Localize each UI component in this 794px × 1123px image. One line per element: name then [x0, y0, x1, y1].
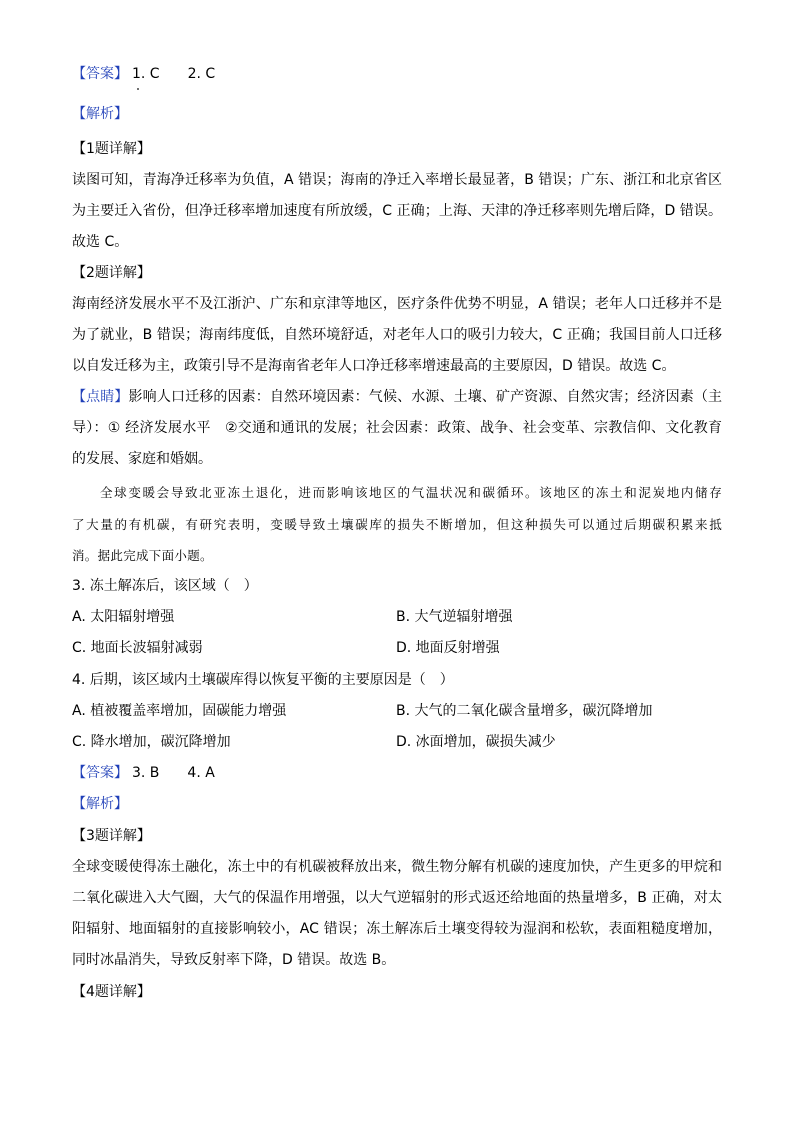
question-4-option-b: B. 大气的二氧化碳含量增多，碳沉降增加 [396, 703, 653, 719]
question-4-option-d: D. 冰面增加，碳损失减少 [396, 734, 556, 750]
answer-line-2 [72, 763, 215, 783]
q1-line: 故选 C。 [72, 234, 129, 250]
q3-heading: 【3题详解】 [72, 828, 151, 844]
question-3-stem: 3. 冻土解冻后，该区域（ ） [72, 578, 258, 594]
tip-text: 影响人口迁移的因素：自然环境因素：气候、水源、土壤、矿产资源、自然灾害；经济因素（主 [128, 389, 723, 405]
passage-line: 消。据此完成下面小题。 [72, 548, 213, 563]
answer-value: 1. C 2. C [132, 66, 216, 82]
q2-line: 为了就业，B 错误；海南纬度低，自然环境舒适，对老年人口的吸引力较大，C 正确；我国目前人口迁移 [72, 327, 722, 343]
q3-line: 全球变暖使得冻土融化，冻土中的有机碳被释放出来，微生物分解有机碳的速度加快，产生更多的甲烷和 [72, 859, 722, 875]
stray-dot [137, 88, 139, 90]
tip-line: 的发展、家庭和婚姻。 [72, 451, 212, 467]
question-3-option-b: B. 大气逆辐射增强 [396, 609, 513, 625]
question-3-option-a: A. 太阳辐射增强 [72, 609, 175, 625]
analysis-label: 【解析】 [72, 796, 128, 812]
q3-line: 阳辐射、地面辐射的直接影响较小，AC 错误；冻土解冻后土壤变得较为湿润和松软，表面粗糙度增加， [72, 921, 722, 937]
q2-line: 以自发迁移为主，政策引导不是海南省老年人口净迁移率增速最高的主要原因，D 错误。故选 C。 [72, 358, 676, 374]
q4-heading: 【4题详解】 [72, 984, 151, 1000]
q2-heading: 【2题详解】 [72, 265, 151, 281]
q3-line: 二氧化碳进入大气圈，大气的保温作用增强，以大气逆辐射的形式返还给地面的热量增多，B 正确，对太 [72, 890, 722, 906]
passage-line: 了大量的有机碳，有研究表明，变暖导致土壤碳库的损失不断增加，但这种损失可以通过后期碳积累来抵 [72, 517, 722, 532]
question-4-option-c: C. 降水增加，碳沉降增加 [72, 734, 231, 750]
q1-heading: 【1题详解】 [72, 141, 151, 157]
tip-label: 【点睛】 [72, 389, 129, 405]
question-3-option-c: C. 地面长波辐射减弱 [72, 640, 203, 656]
q1-line: 读图可知，青海净迁移率为负值，A 错误；海南的净迁入率增长最显著，B 错误；广东、浙江和北京省区 [72, 172, 722, 188]
question-4-option-a: A. 植被覆盖率增加，固碳能力增强 [72, 703, 287, 719]
passage-line: 全球变暖会导致北亚冻土退化，进而影响该地区的气温状况和碳循环。该地区的冻土和泥炭地内储存 [100, 485, 722, 500]
q3-line: 同时冰晶消失，导致反射率下降，D 错误。故选 B。 [72, 952, 396, 968]
answer-label: 【答案】 [72, 765, 128, 781]
question-4-stem: 4. 后期，该区域内土壤碳库得以恢复平衡的主要原因是（ ） [72, 672, 454, 688]
tip-line [72, 387, 722, 407]
answer-label: 【答案】 [72, 66, 128, 82]
analysis-label: 【解析】 [72, 106, 128, 122]
q2-line: 海南经济发展水平不及江浙沪、广东和京津等地区，医疗条件优势不明显，A 错误；老年人口迁移并不是 [72, 296, 722, 312]
q1-line: 为主要迁入省份，但净迁移率增加速度有所放缓，C 正确；上海、天津的净迁移率则先增后降，D 错误。 [72, 203, 722, 219]
question-3-option-d: D. 地面反射增强 [396, 640, 500, 656]
answer-value: 3. B 4. A [132, 765, 215, 781]
answer-line-1 [72, 64, 215, 84]
tip-line: 导）：① 经济发展水平 ②交通和通讯的发展；社会因素：政策、战争、社会变革、宗教信仰、文化教育 [72, 420, 722, 436]
